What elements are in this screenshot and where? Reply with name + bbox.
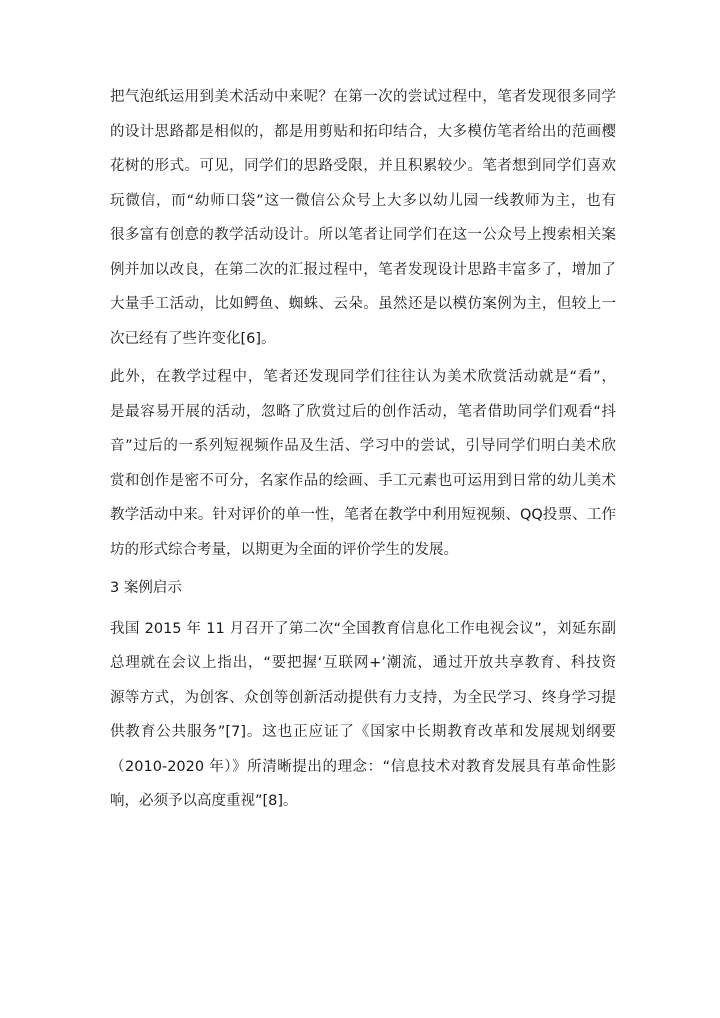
text-line: 花树的形式。可见，同学们的思路受限，并且积累较少。笔者想到同学们喜欢	[110, 158, 616, 174]
text-line: 源等方式，为创客、众创等创新活动提供有力支持，为全民学习、终身学习提	[110, 689, 616, 706]
text-line: 供教育公共服务”[7]。这也正应证了《国家中长期教育改革和发展规划纲要	[110, 724, 616, 740]
paragraph-2	[110, 360, 616, 567]
text-line: 教学活动中来。针对评价的单一性，笔者在教学中利用短视频、QQ投票、工作	[110, 507, 616, 523]
text-line: 音”过后的一系列短视频作品及生活、学习中的尝试，引导同学们明白美术欣	[110, 438, 616, 454]
text-line: 此外，在教学过程中，笔者还发现同学们往往认为美术欣赏活动就是“看”，	[110, 369, 616, 385]
section-heading-text: 3 案例启示	[110, 580, 182, 596]
text-line: （2010-2020 年）》所清晰提出的理念：“信息技术对教育发展具有革命性影	[110, 758, 616, 775]
text-line: 把气泡纸运用到美术活动中来呢？在第一次的尝试过程中，笔者发现很多同学	[110, 89, 616, 105]
text-line: 我国 2015 年 11 月召开了第二次“全国教育信息化工作电视会议”，刘延东副	[110, 620, 616, 637]
paragraph-3	[110, 612, 616, 819]
text-line: 赏和创作是密不可分，名家作品的绘画、手工元素也可运用到日常的幼儿美术	[110, 472, 616, 489]
text-line: 总理就在会议上指出，“要把握‘互联网+’潮流，通过开放共享教育、科技资	[110, 655, 616, 671]
text-line: 次已经有了些许变化[6]。	[110, 330, 276, 347]
section-heading	[110, 571, 616, 606]
text-line: 大量手工活动，比如鳄鱼、蜘蛛、云朵。虽然还是以模仿案例为主，但较上一	[110, 296, 616, 312]
paragraph-1	[110, 80, 616, 356]
text-line: 玩微信，而“幼师口袋”这一微信公众号上大多以幼儿园一线教师为主，也有	[110, 192, 616, 209]
text-line: 的设计思路都是相似的，都是用剪贴和拓印结合，大多模仿笔者给出的范画樱	[110, 123, 616, 140]
text-line: 例并加以改良，在第二次的汇报过程中，笔者发现设计思路丰富多了，增加了	[110, 261, 616, 278]
text-line: 坊的形式综合考量，以期更为全面的评价学生的发展。	[110, 541, 458, 558]
text-line: 是最容易开展的活动，忽略了欣赏过后的创作活动，笔者借助同学们观看“抖	[110, 403, 616, 420]
text-line: 响，必须予以高度重视”[8]。	[110, 793, 298, 809]
text-line: 很多富有创意的教学活动设计。所以笔者让同学们在这一公众号上搜索相关案	[110, 227, 616, 243]
document-page	[110, 80, 616, 823]
